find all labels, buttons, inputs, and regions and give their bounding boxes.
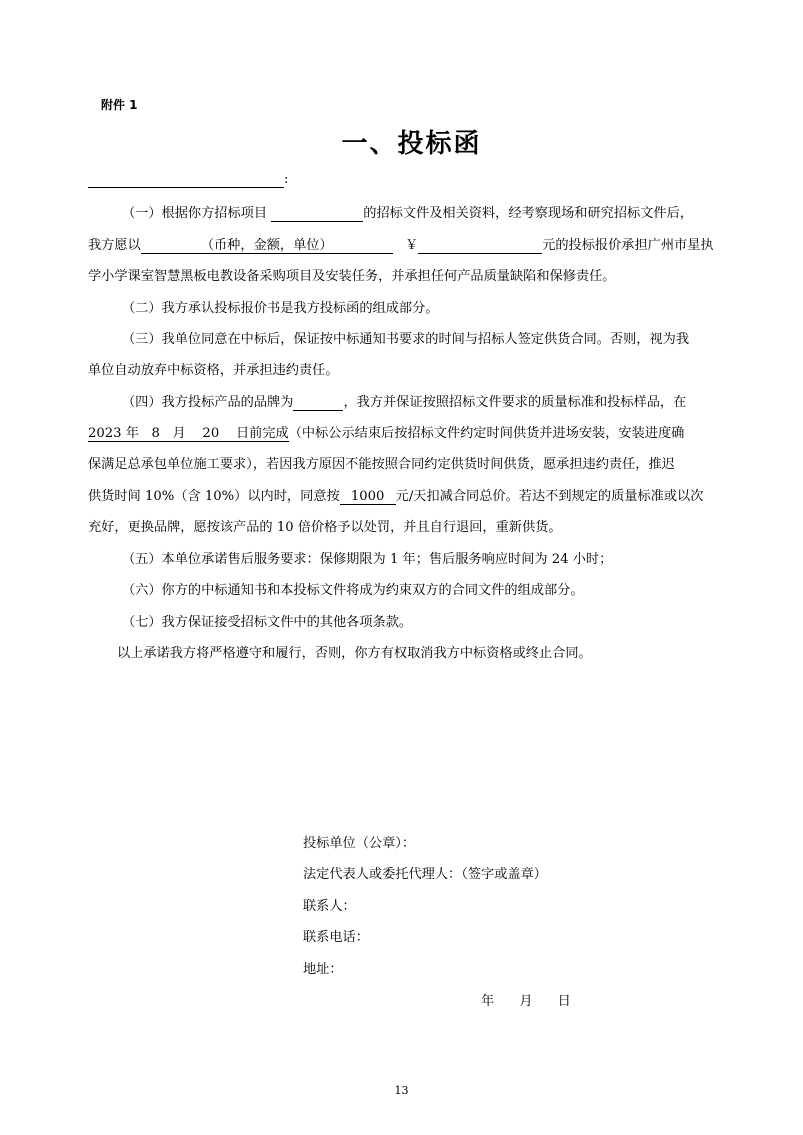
p8-line: 以上承诺我方将严格遵守和履行，否则，你方有权取消我方中标资格或终止合同。 xyxy=(117,646,592,661)
p3-line1: （三）我单位同意在中标后，保证按中标通知书要求的时间与招标人签定供货合同。否则，视为我 xyxy=(122,332,690,347)
p4-line3: 保满足总承包单位施工要求），若因我方原因不能按照合同约定供货时间供货，愿承担违约责任，推迟 xyxy=(88,457,675,472)
sig-rep: 法定代表人或委托代理人：（签字或盖章） xyxy=(303,867,547,882)
p4-line4 xyxy=(88,485,703,505)
brand-blank xyxy=(293,396,343,411)
sig-unit: 投标单位（公章）： xyxy=(303,836,416,851)
p1-intro: （一）根据你方招标项目 xyxy=(122,206,268,221)
addressee-blank xyxy=(88,173,284,188)
addressee-colon: : xyxy=(284,172,289,187)
sig-address: 地址： xyxy=(303,962,343,977)
p4-l2-b: （中标公示结束后按招标文件约定时间供货并进场安装，安装进度确 xyxy=(288,426,685,441)
p4-line2 xyxy=(88,422,684,442)
page-title: 一、投标函 xyxy=(341,129,482,159)
p3-line2: 单位自动放弃中标资格，并承担违约责任。 xyxy=(88,363,339,378)
p6-line: （六）你方的中标通知书和本投标文件将成为约束双方的合同文件的组成部分。 xyxy=(122,583,584,598)
sig-phone: 联系电话： xyxy=(303,930,369,945)
p4-l1-a: （四）我方投标产品的品牌为 xyxy=(122,395,294,410)
p4-l1-b: ，我方并保证按照招标文件要求的质量标准和投标样品，在 xyxy=(343,395,687,410)
completion-date: 2023 年 8 月 20 日前完成 xyxy=(88,426,289,441)
yen-symbol: ￥ xyxy=(404,238,419,253)
p4-l4-a: 供货时间 10%（含 10%）以内时，同意按 xyxy=(88,489,340,504)
currency-blank: （币种，金额，单位） xyxy=(141,239,393,254)
penalty-amount: 1000 xyxy=(340,490,396,505)
p1-cont: 的招标文件及相关资料，经考察现场和研究招标文件后， xyxy=(363,206,693,221)
page-number: 13 xyxy=(394,1084,409,1097)
addressee-line xyxy=(88,172,288,188)
amount-blank xyxy=(418,239,542,254)
p4-l4-b: 元/天扣减合同总价。若达不到规定的质量标准或以次 xyxy=(395,489,704,504)
p2-line: （二）我方承认投标报价书是我方投标函的组成部分。 xyxy=(122,301,439,316)
p1-line2 xyxy=(88,234,714,254)
sig-date: 年 月 日 xyxy=(481,994,571,1009)
project-blank xyxy=(271,207,363,222)
p5-line: （五）本单位承诺售后服务要求：保修期限为 1 年；售后服务响应时间为 24 小时； xyxy=(122,552,613,567)
p7-line: （七）我方保证接受招标文件中的其他各项条款。 xyxy=(122,615,413,630)
p1-l2-b: 元的投标报价承担广州市星执 xyxy=(542,238,714,253)
sig-contact: 联系人： xyxy=(303,899,356,914)
attachment-label: 附件 1 xyxy=(101,98,138,112)
p4-line1 xyxy=(122,391,686,411)
p1-l2-a: 我方愿以 xyxy=(88,238,141,253)
p4-line5: 充好，更换品牌，愿按该产品的 10 倍价格予以处罚，并且自行退回，重新供货。 xyxy=(88,520,562,535)
p1-line1 xyxy=(122,202,693,222)
p1-line3: 学小学课室智慧黑板电教设备采购项目及安装任务，并承担任何产品质量缺陷和保修责任。 xyxy=(88,269,616,284)
